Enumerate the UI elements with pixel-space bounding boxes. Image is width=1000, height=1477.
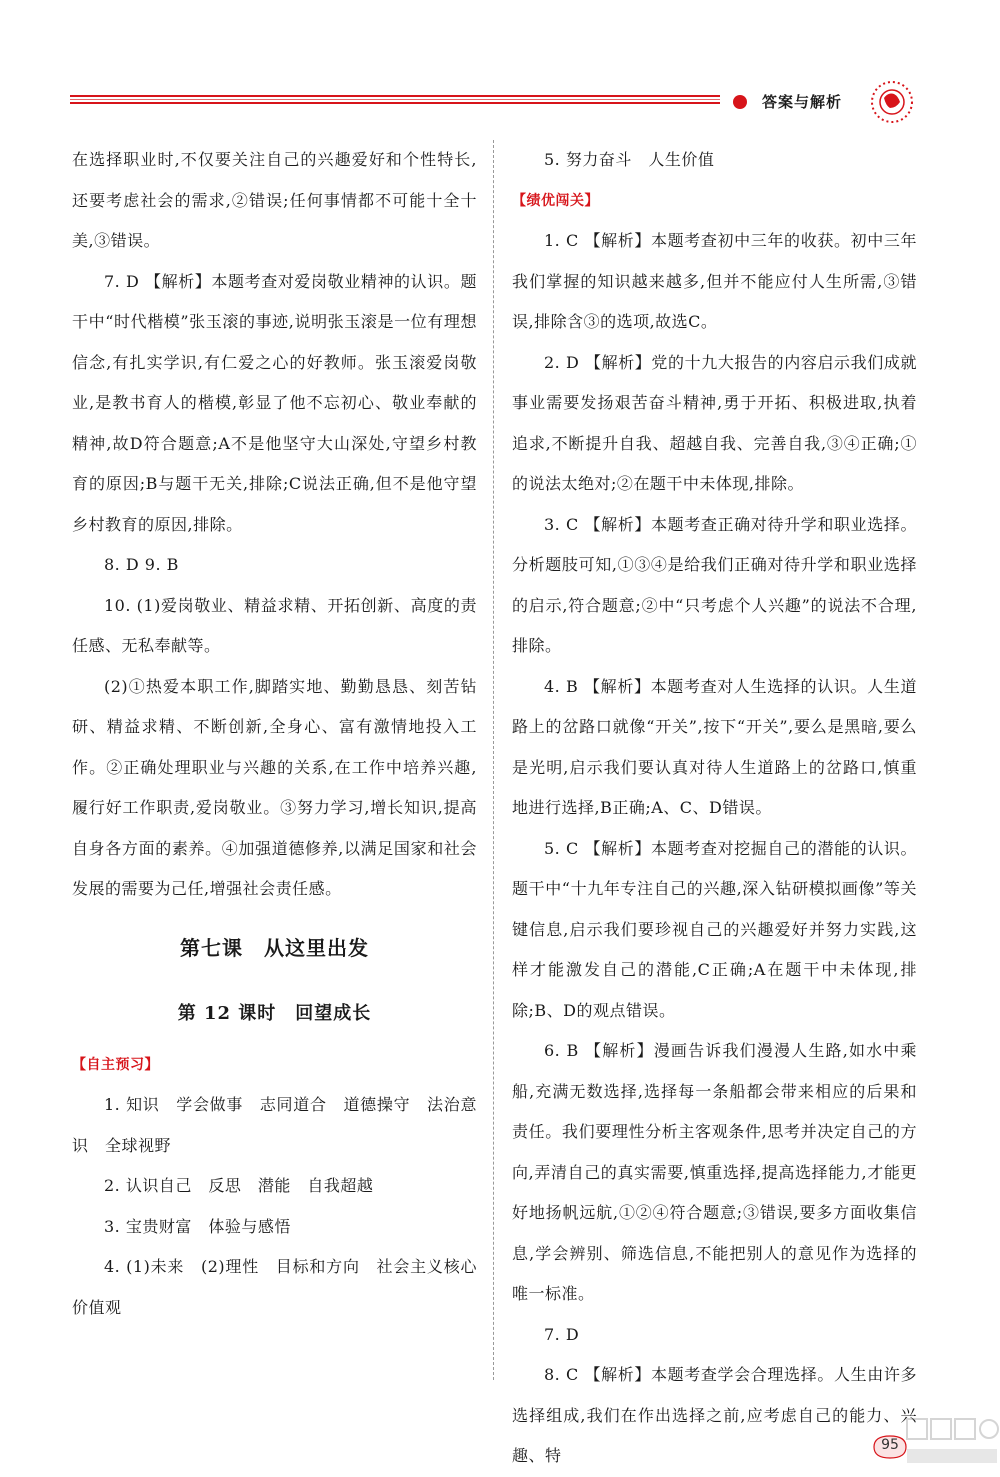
- period-title: 第 12 课时 回望成长: [177, 1003, 372, 1024]
- answer-paragraph: 4. (1)未来 (2)理性 目标和方向 社会主义核心价值观: [72, 1257, 477, 1317]
- answer-paragraph: 8. D 9. B: [104, 555, 179, 574]
- answer-paragraph: 10. (1)爱岗敬业、精益求精、开拓创新、高度的责任感、无私奉献等。: [72, 595, 477, 655]
- left-column: [72, 140, 477, 1328]
- answer-paragraph: 3. 宝贵财富 体验与感悟: [104, 1216, 291, 1236]
- watermark-logo: [905, 1415, 1000, 1470]
- answer-paragraph: 在选择职业时,不仅要关注自己的兴趣爱好和个性特长,还要考虑社会的需求,②错误;任何事情都不可能十全十美,③错误。: [72, 150, 477, 250]
- answer-paragraph: 8. C 【解析】本题考查学会合理选择。人生由许多选择组成,我们在作出选择之前,应考虑自己的能力、兴趣、特: [512, 1365, 917, 1465]
- answer-paragraph: 2. D 【解析】党的十九大报告的内容启示我们成就事业需要发扬艰苦奋斗精神,勇于开拓、积极进取,执着追求,不断提升自我、超越自我、完善自我,③④正确;①的说法太绝对;②在题干中未体现,排除。: [512, 352, 917, 493]
- header-title: 答案与解析: [762, 93, 843, 111]
- header-bullet-icon: [733, 95, 747, 109]
- answer-paragraph: 7. D: [544, 1324, 580, 1344]
- answer-paragraph: 1. 知识 学会做事 志同道合 道德操守 法治意识 全球视野: [72, 1095, 477, 1155]
- answer-paragraph: 3. C 【解析】本题考查正确对待升学和职业选择。分析题肢可知,①③④是给我们正确对待升学和职业选择的启示,符合题意;②中“只考虑个人兴趣”的说法不合理,排除。: [512, 514, 917, 655]
- page-header: [0, 0, 1000, 130]
- right-paragraphs-before: [512, 140, 917, 181]
- right-paragraphs-after: [512, 221, 917, 1477]
- answer-paragraph: 6. B 【解析】漫画告诉我们漫漫人生路,如水中乘船,充满无数选择,选择每一条船都会带来相应的后果和责任。我们要理性分析主客观条件,思考并决定自己的方向,弄清自己的真实需要,慎重选择,提高选择能力,才能更好地扬帆远航,①②④符合题意;③错误,要多方面收集信息,学会辨别、筛选信息,不能把别人的意见作为选择的唯一标准。: [512, 1041, 917, 1303]
- header-rule: [70, 95, 720, 105]
- page-number: 95: [881, 1437, 899, 1453]
- lesson-title: 第七课 从这里出发: [180, 935, 369, 960]
- answer-paragraph: 7. D 【解析】本题考查对爱岗敬业精神的认识。题干中“时代楷模”张玉滚的事迹,说明张玉滚是一位有理想信念,有扎实学识,有仁爱之心的好教师。张玉滚爱岗敬业,是教书育人的楷模,彰显了他不忘初心、敬业奉献的精神,故D符合题意;A不是他坚守大山深处,守望乡村教育的原因;B与题干无关,排除;C说法正确,但不是他守望乡村教育的原因,排除。: [72, 271, 477, 534]
- column-divider: [493, 140, 494, 1380]
- section-label-preview: 【自主预习】: [72, 1056, 159, 1073]
- answer-paragraph: 1. C 【解析】本题考查初中三年的收获。初中三年我们掌握的知识越来越多,但并不能应付人生所需,③错误,排除含③的选项,故选C。: [512, 231, 917, 331]
- left-paragraphs-before: [72, 140, 477, 910]
- answer-paragraph: 5. C 【解析】本题考查对挖掘自己的潜能的认识。题干中“十九年专注自己的兴趣,深入钻研模拟画像”等关键信息,启示我们要珍视自己的兴趣爱好并努力实践,这样才能激发自己的潜能,C正确;A在题干中未体现,排除;B、D的观点错误。: [512, 838, 917, 1020]
- answer-paragraph: 2. 认识自己 反思 潜能 自我超越: [104, 1176, 374, 1195]
- left-paragraphs-after: [72, 1085, 477, 1328]
- answer-paragraph: (2)①热爱本职工作,脚踏实地、勤勤恳恳、刻苦钻研、精益求精、不断创新,全身心、富有激情地投入工作。②正确处理职业与兴趣的关系,在工作中培养兴趣,履行好工作职责,爱岗敬业。③努力学习,增长知识,提高自身各方面的素养。④加强道德修养,以满足国家和社会发展的需要为己任,增强社会责任感。: [72, 676, 477, 898]
- answer-paragraph: 5. 努力奋斗 人生价值: [544, 150, 715, 169]
- globe-emblem-icon: [868, 78, 916, 126]
- answer-paragraph: 4. B 【解析】本题考查对人生选择的认识。人生道路上的岔路口就像“开关”,按下“开关”,要么是黑暗,要么是光明,启示我们要认真对待人生道路上的岔路口,慎重地进行选择,B正确;A、C、D错误。: [512, 676, 917, 817]
- right-column: [512, 140, 917, 1477]
- section-label-challenge: 【绩优闯关】: [512, 192, 599, 209]
